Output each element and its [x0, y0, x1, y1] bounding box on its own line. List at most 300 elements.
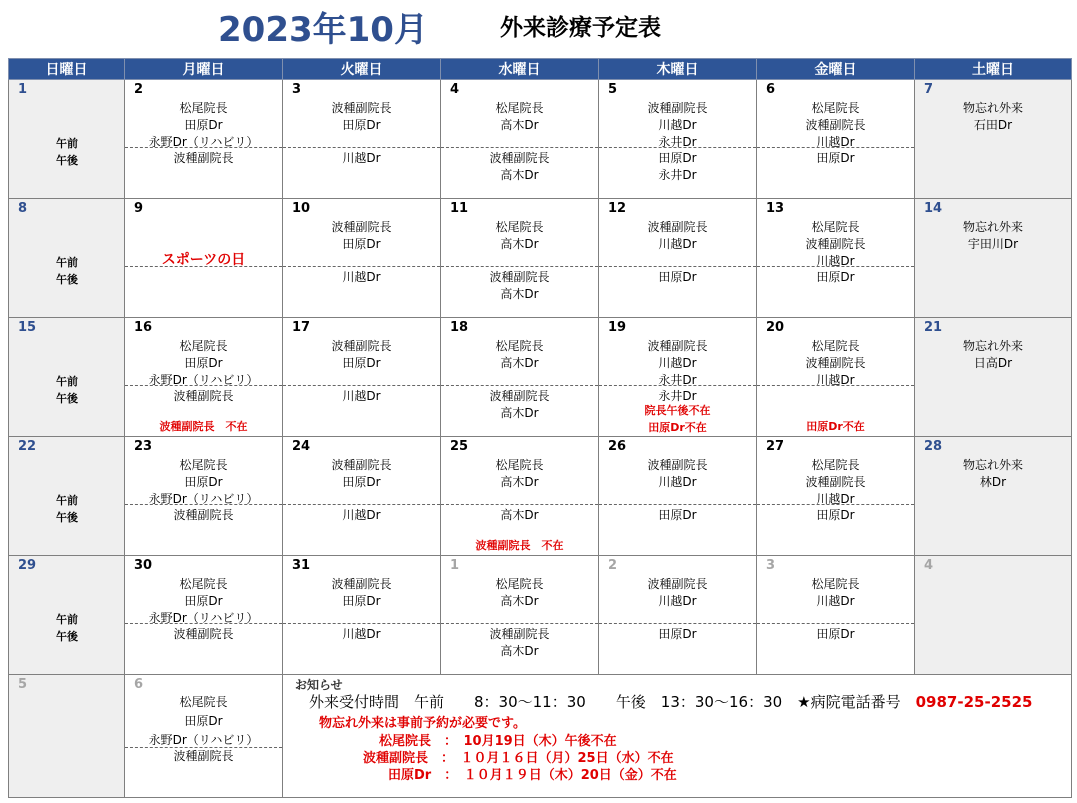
day-cell-content — [9, 80, 124, 198]
day-cell — [441, 318, 599, 437]
day-cell — [9, 437, 125, 556]
doctor-entry: 松尾院長 — [179, 339, 228, 353]
morning-doctors — [441, 219, 598, 263]
doctor-entry: 松尾院長 — [179, 101, 228, 115]
doctor-entry: 波種副院長 — [805, 475, 866, 489]
absence-note: 院長午後不在 — [644, 404, 711, 417]
reception-hours-text: 外来受付時間 午前 8：30〜11：30 午後 13：30〜16：30 ★病院電話番号 — [309, 693, 901, 711]
day-cell-content — [757, 80, 914, 198]
notice-panel — [283, 675, 1072, 798]
am-pm-divider — [441, 266, 598, 267]
afternoon-doctors — [757, 269, 914, 286]
day-number: 20 — [766, 320, 785, 335]
weekday-wednesday: 水曜日 — [441, 59, 599, 80]
afternoon-doctors — [441, 150, 598, 184]
day-number: 28 — [924, 439, 943, 454]
doctor-entry: 松尾院長 — [179, 458, 228, 472]
day-number: 15 — [18, 320, 37, 335]
doctor-entry: 川越Dr — [816, 135, 855, 149]
day-cell — [441, 199, 599, 318]
doctor-entry: 波種副院長 — [331, 220, 392, 234]
day-cell — [125, 80, 283, 199]
weekday-sunday: 日曜日 — [9, 59, 125, 80]
doctor-entry: 物忘れ外来 — [962, 458, 1023, 472]
day-number: 8 — [18, 201, 28, 216]
morning-doctors — [125, 338, 282, 387]
doctor-entry: 波種副院長 — [805, 356, 866, 370]
day-cell-content — [283, 318, 440, 436]
day-cell — [441, 437, 599, 556]
doctor-entry: 田原Dr — [184, 475, 223, 489]
day-cell — [757, 556, 915, 675]
day-cell-content — [9, 318, 124, 436]
day-number: 17 — [292, 320, 311, 335]
day-cell-content — [599, 80, 756, 198]
doctor-entry: 川越Dr — [816, 373, 855, 387]
am-pm-divider — [283, 504, 440, 505]
day-cell — [915, 199, 1072, 318]
doctor-entry: 波種副院長 — [647, 101, 708, 115]
day-cell — [125, 199, 283, 318]
doctor-entry: 波種副院長 — [647, 339, 708, 353]
day-number: 13 — [766, 201, 785, 216]
doctor-entry: 田原Dr — [816, 627, 855, 641]
doctor-entry: 日高Dr — [973, 356, 1013, 370]
am-pm-divider — [441, 385, 598, 386]
doctor-entry: 波種副院長 — [173, 151, 234, 165]
pm-label: 午後 — [56, 630, 78, 643]
day-number: 16 — [134, 320, 153, 335]
weekday-saturday: 土曜日 — [915, 59, 1072, 80]
morning-doctors — [757, 457, 914, 506]
afternoon-doctors — [441, 269, 598, 303]
day-number: 30 — [134, 558, 153, 573]
absence-note: 波種副院長 不在 — [475, 539, 564, 552]
morning-doctors — [915, 576, 1071, 620]
morning-doctors — [283, 100, 440, 144]
doctor-entry: 川越Dr — [816, 492, 855, 506]
day-cell-content — [9, 556, 124, 674]
day-cell-content — [915, 318, 1071, 436]
doctor-entry: 高木Dr — [500, 644, 539, 658]
morning-doctors — [915, 100, 1071, 144]
am-label: 午前 — [56, 375, 78, 388]
afternoon-doctors — [599, 626, 756, 643]
morning-doctors — [599, 100, 756, 149]
day-cell-content — [599, 556, 756, 674]
day-cell-content — [125, 675, 282, 797]
doctor-entry: 永井Dr — [658, 135, 697, 149]
day-number: 2 — [134, 82, 144, 97]
day-cell — [283, 199, 441, 318]
doctor-entry: 田原Dr — [184, 356, 223, 370]
am-label: 午前 — [56, 613, 78, 626]
week-row — [9, 318, 1072, 437]
morning-doctors — [915, 457, 1071, 501]
doctor-entry: 田原Dr — [342, 237, 381, 251]
doctor-entry: 波種副院長 — [331, 339, 392, 353]
weekday-tuesday: 火曜日 — [283, 59, 441, 80]
afternoon-doctors — [283, 150, 440, 167]
afternoon-doctors — [757, 507, 914, 524]
doctor-entry: 波種副院長 — [489, 270, 550, 284]
day-number: 22 — [18, 439, 37, 454]
morning-doctors — [283, 457, 440, 501]
doctor-entry: 田原Dr — [658, 151, 697, 165]
doctor-entry: 川越Dr — [342, 627, 381, 641]
am-pm-divider — [283, 147, 440, 148]
doctor-entry: 川越Dr — [658, 475, 697, 489]
day-cell-content — [441, 556, 598, 674]
doctor-entry: 川越Dr — [816, 594, 855, 608]
day-cell-content — [599, 199, 756, 317]
afternoon-doctors — [757, 150, 914, 167]
doctor-entry: 波種副院長 — [489, 151, 550, 165]
am-pm-divider — [599, 623, 756, 624]
pm-label: 午後 — [56, 273, 78, 286]
doctor-entry: 田原Dr — [342, 118, 381, 132]
day-cell — [599, 437, 757, 556]
week-row — [9, 675, 1072, 798]
notice-line: 波種副院長 ： １０月１６日（月）25日（水）不在 — [363, 751, 674, 766]
day-number: 25 — [450, 439, 469, 454]
doctor-entry: 松尾院長 — [811, 220, 860, 234]
day-number: 27 — [766, 439, 785, 454]
day-cell-content — [283, 80, 440, 198]
day-cell-content — [9, 199, 124, 317]
doctor-entry: 川越Dr — [342, 389, 381, 403]
day-cell — [757, 318, 915, 437]
doctor-entry: 波種副院長 — [489, 389, 550, 403]
day-cell-content — [757, 556, 914, 674]
day-cell — [125, 318, 283, 437]
day-number: 9 — [134, 201, 144, 216]
am-label: 午前 — [56, 494, 78, 507]
day-cell — [915, 556, 1072, 675]
day-cell — [9, 556, 125, 675]
afternoon-doctors — [125, 626, 282, 643]
doctor-entry: 松尾院長 — [179, 695, 228, 709]
calendar-header — [0, 0, 1077, 56]
week-row — [9, 437, 1072, 556]
day-cell — [125, 675, 283, 798]
day-cell — [599, 318, 757, 437]
day-cell — [915, 318, 1072, 437]
absence-note: 波種副院長 不在 — [159, 420, 248, 433]
afternoon-doctors — [125, 388, 282, 405]
notice-line: 田原Dr ： １０月１９日（木）20日（金）不在 — [388, 768, 677, 783]
am-label: 午前 — [56, 256, 78, 269]
day-cell-content — [9, 675, 124, 797]
day-number: 4 — [924, 558, 934, 573]
day-cell-content — [441, 199, 598, 317]
afternoon-doctors — [283, 388, 440, 405]
day-cell — [599, 556, 757, 675]
doctor-entry: 波種副院長 — [647, 577, 708, 591]
day-number: 6 — [134, 677, 144, 692]
doctor-entry: 波種副院長 — [805, 237, 866, 251]
day-number: 18 — [450, 320, 469, 335]
doctor-entry: 松尾院長 — [811, 458, 860, 472]
doctor-entry: 波種副院長 — [173, 508, 234, 522]
day-cell-content — [125, 437, 282, 555]
morning-doctors — [125, 693, 282, 747]
afternoon-doctors — [599, 150, 756, 184]
doctor-entry: 物忘れ外来 — [962, 339, 1023, 353]
day-number: 21 — [924, 320, 943, 335]
day-number: 1 — [450, 558, 460, 573]
day-cell-content — [757, 318, 914, 436]
month-title: 2023年10月 — [218, 10, 428, 50]
afternoon-doctors — [283, 507, 440, 524]
doctor-entry: 田原Dr — [816, 151, 855, 165]
absence-notes — [599, 402, 756, 436]
doctor-entry: 波種副院長 — [173, 627, 234, 641]
doctor-entry: 松尾院長 — [811, 577, 860, 591]
doctor-entry: 田原Dr — [342, 594, 381, 608]
morning-doctors — [441, 100, 598, 144]
doctor-entry: 波種副院長 — [331, 577, 392, 591]
day-number: 10 — [292, 201, 311, 216]
absence-note: 田原Dr不在 — [806, 420, 865, 433]
day-number: 5 — [608, 82, 618, 97]
morning-doctors — [599, 576, 756, 620]
doctor-entry: 松尾院長 — [495, 101, 544, 115]
day-number: 2 — [608, 558, 618, 573]
afternoon-doctors — [757, 626, 914, 643]
am-pm-divider — [283, 623, 440, 624]
day-cell-content — [441, 437, 598, 555]
day-number: 19 — [608, 320, 627, 335]
day-cell — [915, 80, 1072, 199]
afternoon-doctors — [283, 626, 440, 643]
day-cell-content — [9, 437, 124, 555]
doctor-entry: 高木Dr — [500, 356, 539, 370]
day-number: 26 — [608, 439, 627, 454]
morning-doctors — [9, 576, 124, 620]
doctor-entry: 川越Dr — [816, 254, 855, 268]
day-cell-content — [757, 437, 914, 555]
doctor-entry: 波種副院長 — [331, 458, 392, 472]
morning-doctors — [283, 338, 440, 382]
day-cell — [441, 80, 599, 199]
week-row — [9, 80, 1072, 199]
doctor-entry: 永野Dr（リハビリ） — [148, 373, 259, 387]
day-cell — [441, 556, 599, 675]
weekday-monday: 月曜日 — [125, 59, 283, 80]
doctor-entry: 永井Dr — [658, 389, 697, 403]
notice-line: 松尾院長 ： 10月19日（木）午後不在 — [379, 734, 617, 749]
day-number: 31 — [292, 558, 311, 573]
pm-label: 午後 — [56, 511, 78, 524]
am-pm-divider — [283, 385, 440, 386]
doctor-entry: 川越Dr — [658, 118, 697, 132]
doctor-entry: 田原Dr — [342, 356, 381, 370]
weekday-thursday: 木曜日 — [599, 59, 757, 80]
doctor-entry: 松尾院長 — [179, 577, 228, 591]
morning-doctors — [125, 576, 282, 625]
morning-doctors — [441, 576, 598, 620]
day-number: 4 — [450, 82, 460, 97]
doctor-entry: 永野Dr（リハビリ） — [148, 492, 259, 506]
morning-doctors — [441, 338, 598, 382]
doctor-entry: 田原Dr — [184, 714, 223, 728]
notice-content — [283, 675, 1071, 797]
doctor-entry: 川越Dr — [342, 151, 381, 165]
morning-doctors — [9, 100, 124, 144]
am-pm-divider — [757, 623, 914, 624]
doctor-entry: 田原Dr — [816, 270, 855, 284]
week-row — [9, 199, 1072, 318]
pm-label: 午後 — [56, 154, 78, 167]
doctor-entry: 石田Dr — [973, 118, 1013, 132]
day-cell-content — [915, 80, 1071, 198]
day-number: 11 — [450, 201, 469, 216]
doctor-entry: 永野Dr（リハビリ） — [148, 135, 259, 149]
doctor-entry: 宇田川Dr — [967, 237, 1019, 251]
doctor-entry: 永井Dr — [658, 373, 697, 387]
day-cell — [599, 199, 757, 318]
morning-doctors — [915, 338, 1071, 382]
day-cell — [9, 80, 125, 199]
doctor-entry: 田原Dr — [658, 270, 697, 284]
day-number: 23 — [134, 439, 153, 454]
hospital-phone: 0987-25-2525 — [915, 693, 1033, 711]
absence-note: 田原Dr不在 — [648, 421, 707, 434]
afternoon-doctors — [125, 748, 282, 765]
day-cell — [599, 80, 757, 199]
weekday-friday: 金曜日 — [757, 59, 915, 80]
day-cell-content — [915, 199, 1071, 317]
morning-doctors — [599, 457, 756, 501]
day-cell-content — [125, 80, 282, 198]
doctor-entry: 永井Dr — [658, 168, 697, 182]
morning-doctors — [283, 576, 440, 620]
day-cell-content — [125, 556, 282, 674]
doctor-entry: 永野Dr（リハビリ） — [148, 733, 259, 747]
afternoon-doctors — [125, 150, 282, 167]
doctor-entry: 波種副院長 — [173, 749, 234, 763]
doctor-entry: 松尾院長 — [495, 577, 544, 591]
day-cell-content — [915, 556, 1071, 674]
day-number: 7 — [924, 82, 934, 97]
schedule-title: 外来診療予定表 — [500, 15, 661, 41]
doctor-entry: 川越Dr — [658, 237, 697, 251]
doctor-entry: 松尾院長 — [811, 101, 860, 115]
am-pm-divider — [599, 266, 756, 267]
afternoon-doctors — [599, 507, 756, 524]
afternoon-doctors — [599, 269, 756, 286]
doctor-entry: 川越Dr — [342, 270, 381, 284]
doctor-entry: 松尾院長 — [495, 458, 544, 472]
day-number: 3 — [292, 82, 302, 97]
pm-label: 午後 — [56, 392, 78, 405]
am-pm-divider — [283, 266, 440, 267]
morning-doctors — [757, 100, 914, 149]
morning-doctors — [757, 219, 914, 268]
day-cell-content — [757, 199, 914, 317]
doctor-entry: 高木Dr — [500, 118, 539, 132]
notice-line: 物忘れ外来は事前予約が必要です。 — [319, 716, 526, 731]
notice-title: お知らせ — [295, 678, 343, 692]
doctor-entry: 波種副院長 — [647, 220, 708, 234]
am-pm-divider — [599, 504, 756, 505]
doctor-entry: 高木Dr — [500, 594, 539, 608]
day-cell — [915, 437, 1072, 556]
day-cell — [283, 80, 441, 199]
day-cell — [757, 80, 915, 199]
day-cell — [9, 675, 125, 798]
day-number: 1 — [18, 82, 28, 97]
day-cell-content — [441, 318, 598, 436]
day-cell-content — [599, 437, 756, 555]
day-cell-content — [599, 318, 756, 436]
day-cell — [9, 199, 125, 318]
doctor-entry: 物忘れ外来 — [962, 220, 1023, 234]
doctor-entry: 田原Dr — [184, 594, 223, 608]
doctor-entry: 川越Dr — [342, 508, 381, 522]
day-cell — [283, 437, 441, 556]
day-cell — [757, 199, 915, 318]
day-number: 24 — [292, 439, 311, 454]
morning-doctors — [125, 100, 282, 149]
doctor-entry: 田原Dr — [816, 508, 855, 522]
am-pm-divider — [441, 147, 598, 148]
morning-doctors — [283, 219, 440, 263]
am-label: 午前 — [56, 137, 78, 150]
doctor-entry: 高木Dr — [500, 237, 539, 251]
doctor-entry: 林Dr — [979, 475, 1007, 489]
doctor-entry: 田原Dr — [658, 627, 697, 641]
morning-doctors — [441, 457, 598, 501]
doctor-entry: 松尾院長 — [811, 339, 860, 353]
day-cell-content — [915, 437, 1071, 555]
doctor-entry: 波種副院長 — [331, 101, 392, 115]
doctor-entry: 田原Dr — [342, 475, 381, 489]
doctor-entry: 高木Dr — [500, 475, 539, 489]
morning-doctors — [9, 219, 124, 263]
day-cell — [283, 318, 441, 437]
morning-doctors — [757, 576, 914, 620]
day-cell — [283, 556, 441, 675]
morning-doctors — [125, 457, 282, 506]
doctor-entry: 高木Dr — [500, 406, 539, 420]
holiday-label: スポーツの日 — [161, 252, 246, 268]
day-number: 5 — [18, 677, 28, 692]
week-row — [9, 556, 1072, 675]
afternoon-doctors — [441, 388, 598, 422]
day-cell — [125, 437, 283, 556]
day-cell-content — [125, 199, 282, 317]
doctor-entry: 松尾院長 — [495, 220, 544, 234]
doctor-entry: 高木Dr — [500, 168, 539, 182]
doctor-entry: 高木Dr — [500, 287, 539, 301]
doctor-entry: 川越Dr — [658, 356, 697, 370]
day-number: 3 — [766, 558, 776, 573]
afternoon-doctors — [283, 269, 440, 286]
day-cell — [757, 437, 915, 556]
doctor-entry: 松尾院長 — [495, 339, 544, 353]
day-number: 29 — [18, 558, 37, 573]
day-cell — [125, 556, 283, 675]
doctor-entry: 永野Dr（リハビリ） — [148, 611, 259, 625]
doctor-entry: 波種副院長 — [647, 458, 708, 472]
afternoon-doctors — [125, 507, 282, 524]
day-cell-content — [283, 437, 440, 555]
morning-doctors — [915, 219, 1071, 263]
day-cell-content — [283, 556, 440, 674]
morning-doctors — [9, 457, 124, 501]
